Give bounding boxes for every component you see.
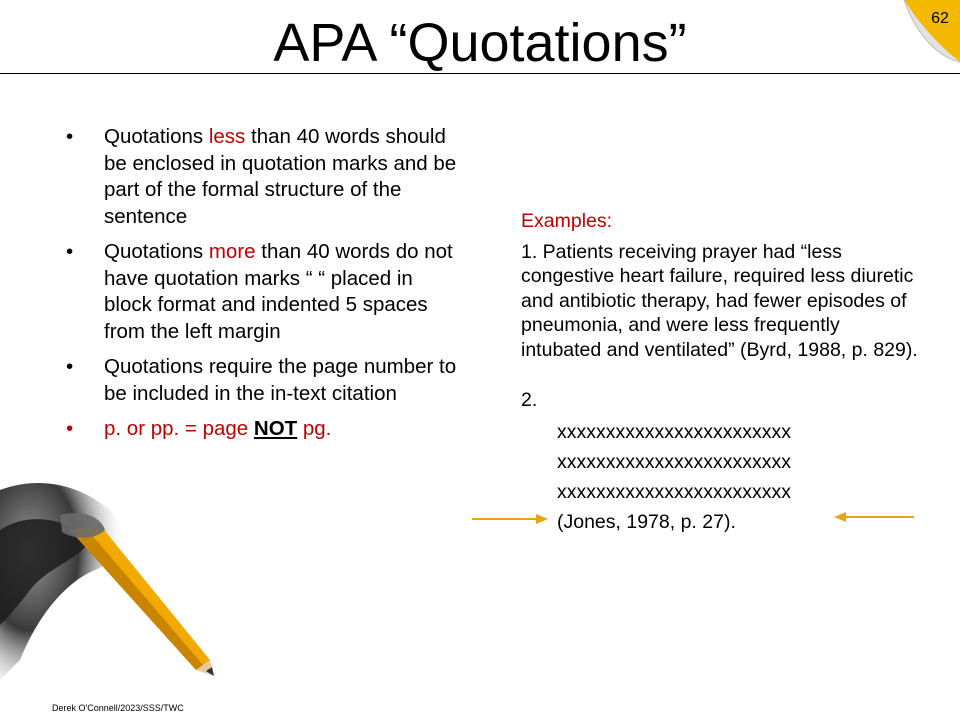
slide-title: APA “Quotations” xyxy=(273,13,687,73)
bullet-item: • Quotations less than 40 words should be enclosed in quotation marks and be part of the formal structure of the sentence xyxy=(66,125,457,228)
arrow-left-icon xyxy=(832,508,916,526)
block-line: xxxxxxxxxxxxxxxxxxxxxxxx xyxy=(557,480,791,503)
bullet-item: • Quotations require the page number to be included in the in-text citation xyxy=(66,355,457,405)
highlight-word: more xyxy=(208,240,256,263)
examples-heading: Examples: xyxy=(521,210,613,232)
bullet-dot-icon: • xyxy=(66,240,74,263)
example-two-label: 2. xyxy=(521,389,538,411)
highlight-word: less xyxy=(208,125,246,148)
title-divider xyxy=(0,73,960,74)
bullet-dot-icon: • xyxy=(66,125,74,148)
arrow-right-icon xyxy=(470,510,550,528)
block-line: xxxxxxxxxxxxxxxxxxxxxxxx xyxy=(557,450,791,473)
block-line: xxxxxxxxxxxxxxxxxxxxxxxx xyxy=(557,420,791,443)
examples-panel xyxy=(521,209,921,537)
page-number: 62 xyxy=(931,10,949,27)
bullet-item: • Quotations more than 40 words do not have quotation marks “ “ placed in block format and indented 5 spaces from the left margin xyxy=(66,240,453,343)
bullet-list xyxy=(62,124,462,452)
bullet-dot-icon: • xyxy=(66,355,74,378)
bullet-item: • p. or pp. = page NOT pg. xyxy=(62,416,462,443)
block-citation: (Jones, 1978, p. 27). xyxy=(557,510,736,533)
bullet-dot-icon: • xyxy=(66,417,74,440)
hand-pencil-icon xyxy=(0,470,250,705)
footer-credit: Derek O'Connell/2023/SSS/TWC xyxy=(52,703,184,713)
example-one: 1. Patients receiving prayer had “less congestive heart failure, required less diuretic and antibiotic therapy, had fewer episodes of pneumonia, and were less frequently intubated and ventilated” (Byrd, 1988, p. 829). xyxy=(521,240,918,361)
emphasis-word: NOT xyxy=(253,417,298,440)
